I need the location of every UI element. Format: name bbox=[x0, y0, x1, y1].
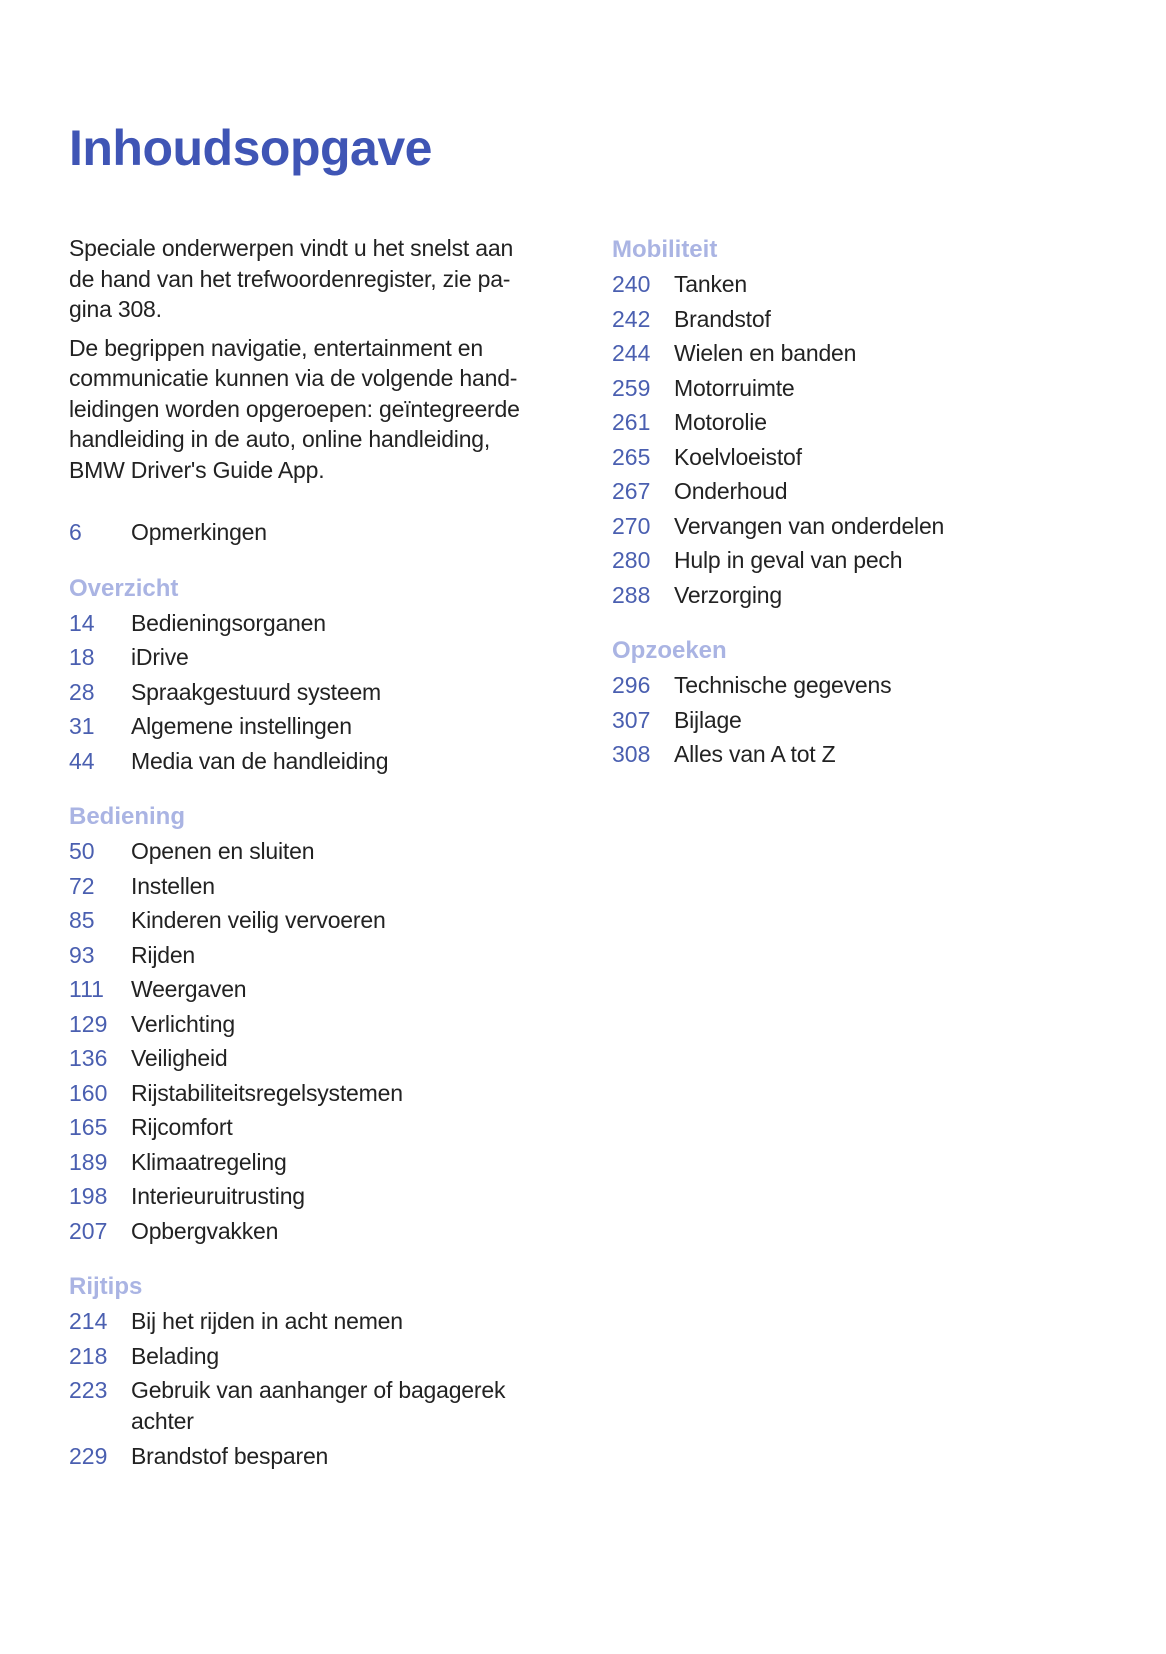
toc-entry[interactable] bbox=[612, 668, 1132, 703]
toc-page-number: 50 bbox=[69, 838, 95, 864]
intro-paragraph-2 bbox=[69, 333, 569, 486]
toc-entry[interactable] bbox=[612, 737, 1132, 772]
section-heading: Overzicht bbox=[69, 574, 179, 602]
toc-entry[interactable] bbox=[69, 1339, 569, 1374]
intro-line: communicatie kunnen via de volgende hand- bbox=[69, 365, 518, 391]
toc-entry[interactable] bbox=[612, 440, 1132, 475]
toc-entry[interactable] bbox=[69, 1041, 569, 1076]
toc-page-number: 44 bbox=[69, 747, 95, 774]
toc-label: Opmerkingen bbox=[131, 519, 267, 545]
toc-entry[interactable] bbox=[69, 1214, 569, 1249]
toc-page-number: 242 bbox=[612, 305, 651, 332]
toc-list bbox=[69, 606, 569, 779]
toc-page-number: 28 bbox=[69, 678, 95, 705]
toc-label: Algemene instellingen bbox=[131, 713, 352, 739]
toc-page-number: 308 bbox=[612, 741, 651, 767]
toc-entry[interactable] bbox=[69, 606, 569, 641]
toc-page-number: 280 bbox=[612, 547, 651, 573]
toc-entry[interactable] bbox=[69, 834, 569, 869]
toc-label: Rijstabiliteitsregelsystemen bbox=[131, 1079, 403, 1106]
toc-page-number: 261 bbox=[612, 409, 651, 435]
intro-text bbox=[69, 233, 569, 485]
toc-entry[interactable] bbox=[69, 1007, 569, 1042]
toc-entry[interactable] bbox=[612, 267, 1132, 302]
toc-entry[interactable] bbox=[612, 371, 1132, 406]
toc-page-number: 296 bbox=[612, 672, 651, 698]
toc-label: Media van de handleiding bbox=[131, 747, 389, 774]
toc-entry[interactable] bbox=[69, 675, 569, 710]
toc-label: Koelvloeistof bbox=[674, 443, 802, 470]
toc-page-number: 160 bbox=[69, 1079, 108, 1106]
toc-entry[interactable] bbox=[612, 703, 1132, 738]
toc-entry[interactable] bbox=[612, 474, 1132, 509]
toc-entry[interactable] bbox=[69, 1439, 569, 1474]
intro-line: De begrippen navigatie, entertainment en bbox=[69, 334, 483, 361]
section-rijtips bbox=[69, 1270, 569, 1474]
toc-page-number: 165 bbox=[69, 1114, 108, 1140]
toc-label: Rijcomfort bbox=[131, 1114, 233, 1140]
toc-page-number: 229 bbox=[69, 1443, 108, 1469]
toc-page-number: 136 bbox=[69, 1045, 108, 1071]
toc-page-number: 198 bbox=[69, 1183, 108, 1209]
toc-label: Rijden bbox=[131, 941, 196, 968]
toc-page-number: 218 bbox=[69, 1342, 108, 1369]
toc-page-number: 265 bbox=[612, 443, 651, 470]
toc-page-number: 14 bbox=[69, 609, 95, 636]
page-title: Inhoudsopgave bbox=[69, 120, 432, 176]
toc-entry[interactable] bbox=[69, 1179, 569, 1214]
toc-label: Interieuruitrusting bbox=[131, 1183, 305, 1209]
toc-entry[interactable] bbox=[69, 938, 569, 973]
toc-entry[interactable] bbox=[69, 869, 569, 904]
toc-label: Technische gegevens bbox=[674, 672, 892, 698]
toc-page-number: 214 bbox=[69, 1308, 108, 1334]
section-overzicht bbox=[69, 572, 569, 779]
toc-page-number: 259 bbox=[612, 374, 651, 401]
toc-label: Hulp in geval van pech bbox=[674, 547, 903, 573]
toc-page-number: 111 bbox=[69, 976, 104, 1002]
toc-label: iDrive bbox=[131, 644, 189, 670]
toc-label: Verlichting bbox=[131, 1010, 235, 1037]
toc-label: Onderhoud bbox=[674, 478, 788, 504]
toc-label: Openen en sluiten bbox=[131, 838, 315, 864]
toc-entry[interactable] bbox=[69, 1304, 569, 1339]
toc-label: Opbergvakken bbox=[131, 1217, 279, 1244]
section-heading: Bediening bbox=[69, 803, 186, 830]
toc-label: Alles van A tot Z bbox=[674, 741, 836, 767]
intro-line: de hand van het trefwoordenregister, zie pa- bbox=[69, 265, 511, 292]
intro-line: BMW Driver's Guide App. bbox=[69, 456, 325, 483]
toc-list bbox=[69, 834, 569, 1248]
toc-label: Tanken bbox=[674, 271, 747, 297]
toc-label: Gebruik van aanhanger of bagagerek achter bbox=[131, 1377, 506, 1434]
toc-entry[interactable] bbox=[612, 302, 1132, 337]
toc-page-number: 307 bbox=[612, 706, 651, 733]
toc-list bbox=[612, 668, 1132, 772]
toc-entry[interactable] bbox=[612, 336, 1132, 371]
toc-page-number: 18 bbox=[69, 644, 95, 670]
toc-page-number: 85 bbox=[69, 907, 95, 933]
toc-page-number: 244 bbox=[612, 340, 651, 366]
left-column bbox=[69, 233, 569, 1474]
toc-entry[interactable] bbox=[612, 543, 1132, 578]
toc-list bbox=[69, 1304, 569, 1474]
toc-page-number: 129 bbox=[69, 1010, 108, 1037]
intro-line: gina 308. bbox=[69, 296, 162, 322]
toc-entry[interactable] bbox=[69, 640, 569, 675]
intro-line: handleiding in de auto, online handleiding, bbox=[69, 426, 491, 452]
toc-page-number: 288 bbox=[612, 581, 651, 608]
toc-entry[interactable] bbox=[69, 972, 569, 1007]
toc-page-number: 207 bbox=[69, 1217, 108, 1244]
intro-line: Speciale onderwerpen vindt u het snelst aan bbox=[69, 235, 514, 261]
toc-label: Brandstof bbox=[674, 305, 771, 332]
toc-label: Belading bbox=[131, 1342, 219, 1369]
toc-label: Motorolie bbox=[674, 409, 767, 435]
toc-list-intro bbox=[69, 515, 569, 550]
toc-label: Spraakgestuurd systeem bbox=[131, 678, 382, 705]
section-mobiliteit bbox=[612, 233, 1132, 612]
section-heading: Mobiliteit bbox=[612, 236, 718, 263]
toc-entry[interactable] bbox=[612, 578, 1132, 613]
toc-label: Verzorging bbox=[674, 581, 782, 608]
toc-label: Weergaven bbox=[131, 976, 247, 1002]
section-heading: Opzoeken bbox=[612, 637, 727, 664]
toc-entry[interactable] bbox=[69, 1373, 569, 1439]
intro-line: leidingen worden opgeroepen: geïntegreerde bbox=[69, 395, 520, 422]
toc-label: Veiligheid bbox=[131, 1045, 228, 1071]
toc-label: Bijlage bbox=[674, 706, 742, 733]
toc-label: Wielen en banden bbox=[674, 340, 857, 366]
toc-page-number: 240 bbox=[612, 271, 651, 297]
toc-label: Bedieningsorganen bbox=[131, 609, 326, 636]
section-opzoeken bbox=[612, 634, 1132, 772]
toc-label: Brandstof besparen bbox=[131, 1443, 329, 1469]
toc-entry[interactable] bbox=[612, 509, 1132, 544]
toc-page-number: 6 bbox=[69, 519, 82, 545]
toc-entry[interactable] bbox=[69, 1145, 569, 1180]
toc-entry[interactable] bbox=[69, 709, 569, 744]
toc-label: Vervangen van onderdelen bbox=[674, 512, 945, 539]
section-bediening bbox=[69, 800, 569, 1248]
toc-entry-opmerkingen[interactable] bbox=[69, 515, 569, 550]
toc-entry[interactable] bbox=[69, 744, 569, 779]
toc-label: Kinderen veilig vervoeren bbox=[131, 907, 386, 933]
toc-label: Klimaatregeling bbox=[131, 1148, 287, 1175]
intro-paragraph-1 bbox=[69, 233, 569, 325]
toc-page-number: 72 bbox=[69, 872, 95, 899]
section-heading: Rijtips bbox=[69, 1273, 143, 1300]
toc-entry[interactable] bbox=[69, 903, 569, 938]
toc-entry[interactable] bbox=[69, 1076, 569, 1111]
toc-label: Instellen bbox=[131, 872, 215, 899]
toc-page-number: 189 bbox=[69, 1148, 108, 1175]
right-column bbox=[612, 233, 1132, 772]
toc-entry[interactable] bbox=[69, 1110, 569, 1145]
toc-page-number: 267 bbox=[612, 478, 651, 504]
toc-entry[interactable] bbox=[612, 405, 1132, 440]
toc-list bbox=[612, 267, 1132, 612]
toc-page-number: 223 bbox=[69, 1377, 108, 1403]
toc-label: Bij het rijden in acht nemen bbox=[131, 1308, 403, 1334]
toc-page-number: 93 bbox=[69, 941, 95, 968]
toc-label: Motorruimte bbox=[674, 374, 795, 401]
toc-page-number: 31 bbox=[69, 713, 95, 739]
toc-page-number: 270 bbox=[612, 512, 651, 539]
